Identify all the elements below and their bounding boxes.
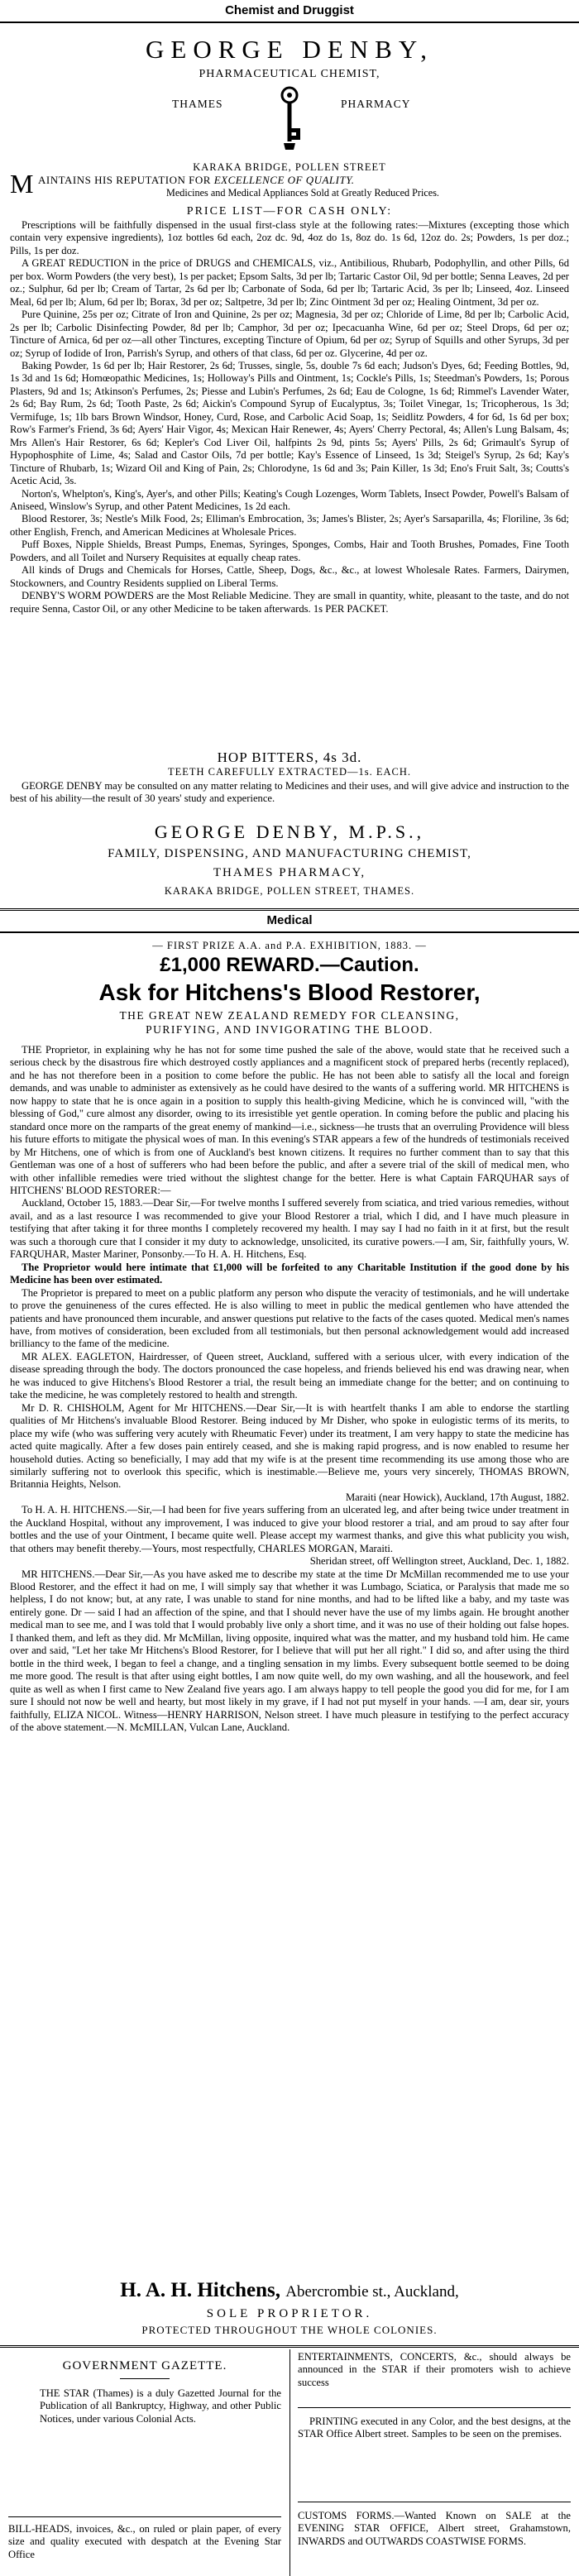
price-paragraph: DENBY'S WORM POWDERS are the Most Reliable Medicine. They are small in quantity, white, pleasant to the taste, and do not require Senna, Castor Oil, or any other Medicine to be taken afterwards. 1s PER PACKET. <box>10 590 569 615</box>
price-paragraph: Baking Powder, 1s 6d per lb; Hair Restorer, 2s 6d; Trusses, single, 5s, double 7s 6d each; Judson's Dyes, 6d; Feeding Bottles, 9d, 1s 3d and 1s 6d; Homœopathic Medicines, 1s; Holloway's Pills and Ointment, 1s; Cockle's Pills, 1s; Steedman's Powders, 1s; Porous Plasters, 9d and 1s; Atkinson's Perfumes, 2s; Piesse and Lubin's Perfumes, 2s 6d; Eau de Cologne, 1s 6d; Rimmel's Lavender Water, 2s 6d; Bay Rum, 2s 6d; Tooth Paste, 2s 6d; Aickin's Compound Syrup of Eucalyptus, 3s; Toilet Vinegar, 1s; Tricopherous, 1s 3d; Vermifuge, 1s; 1lb bars Brown Windsor, Honey, Curd, Rose, and Carbolic Acid Soap, 1s; Seidlitz Powders, 4 for 6d, 1s 6d per box; Row's Farmer's Friend, 3s 6d; Ayers' Hair Vigor, 4s; Mexican Hair Renewer, 4s; Ayers' Cherry Pectoral, 4s; Allen's Lung Balsam, 4s; Mrs Allen's Hair Restorer, 6s 6d; Kepler's Cod Liver Oil, halfpints 2s 9d, pints 5s; Ayers' Pills, 2s 6d; Grimault's Syrup of Hypophosphite of Lime, 4s; Salad and Castor Oils, 7d per bottle; Kay's Essence of Linseed, 1s 3d; Steigel's Syrup, 2s 6d; Kay's Tincture of Rhubarb, 1s; Wizard Oil and King of Pain, 2s; Chlorodyne, 1s 6d and 3s; Pain Killer, 1s 3d; Eno's Fruit Salt, 3s; Coutts's Acetic Acid, 3s. <box>10 359 569 487</box>
customs-text: CUSTOMS FORMS.—Wanted Known on SALE at the EVENING STAR OFFICE, Albert street, Grahamstown, INWARDS and OUTWARDS COASTWISE FORMS. <box>298 2510 571 2547</box>
hop-bitters: HOP BITTERS, 4s 3d. <box>217 749 362 765</box>
divider <box>298 2407 571 2408</box>
printing-notice <box>298 2416 571 2441</box>
divider <box>0 22 579 23</box>
denby-footer-line3: KARAKA BRIDGE, POLLEN STREET, THAMES. <box>164 885 415 897</box>
entertainments-notice <box>298 2351 571 2389</box>
denby-footer-name: GEORGE DENBY, M.P.S., <box>154 821 425 842</box>
divider <box>120 2378 170 2379</box>
billheads-text: BILL-HEADS, invoices, &c., on ruled or plain paper, of every size and quality executed with despatch at the Evening Star Office <box>8 2523 281 2560</box>
price-paragraph: A GREAT REDUCTION in the price of DRUGS and CHEMICALS, viz., Antibilious, Rhubarb, Podophyllin, and other Pills, 6d per box. Worm Powders (the very best), 1s per packet; Epsom Salts, 3d per lb; Tartaric Castor Oil, 9d per bottle; Senna Leaves, 2d per oz.; Sulphur, 6d per lb; Cream of Tartar, 2s 6d per lb; Carbonate of Soda, 6d per lb; Tartaric Acid, 3s per lb; Linseed, 4oz. Linseed Meal, 6d per lb; Alum, 6d per lb; Borax, 3d per oz; Saltpetre, 3d per lb; Zinc Ointment 3d per oz; Healing Ointment, 3d per oz. <box>10 257 569 308</box>
price-paragraph: All kinds of Drugs and Chemicals for Horses, Cattle, Sheep, Dogs, &c., &c., at lowest Wholesale Rates. Farmers, Dairymen, Stockowners, and Country Residents supplied on Liberal Terms. <box>10 564 569 589</box>
closing-paragraph: GEORGE DENBY may be consulted on any matter relating to Medicines and their uses, and will give advice and instruction to the best of his ability—the result of 30 years' study and experience. <box>10 780 569 805</box>
drop-cap-m: M <box>10 169 34 199</box>
divider <box>0 2345 579 2348</box>
hitchens-footer-address: Abercrombie st., Auckland, <box>285 2283 459 2301</box>
denby-footer-line2: THAMES PHARMACY, <box>213 866 366 879</box>
gazette-text: THE STAR (Thames) is a duly Gazetted Journal for the Publication of all Bankruptcy, Highway, and other Public Notices, under various Colonial Acts. <box>40 2387 281 2425</box>
entertainments-text: ENTERTAINMENTS, CONCERTS, &c., should always be announced in the STAR if their promoters wish to achieve success <box>298 2351 571 2388</box>
hitchens-paragraph: MR ALEX. EAGLETON, Hairdresser, of Queen street, Auckland, suffered with a serious ulcer, with every indication of the disease spreading through the body. The doctors pronounced the case hopeless, and friends believed his end was drawing near, when he was induced to give Hitchens's Blood Restorer a trial, the result being an immediate change for the better; and on continuing to take the medicine, he was completely restored to health and strength. <box>10 1350 569 1401</box>
maintains-line2: Medicines and Medical Appliances Sold at Greatly Reduced Prices. <box>166 187 439 199</box>
price-paragraph: Puff Boxes, Nipple Shields, Breast Pumps, Enemas, Syringes, Sponges, Combs, Hair and Tooth Brushes, Pomades, Fine Tooth Powders, and all Toilet and Nursery Requisites at equally cheap rates. <box>10 539 569 563</box>
hitchens-paragraph: To H. A. H. HITCHENS.—Sir,—I had been for five years suffering from an ulcerated leg, and after being twice under treatment in the Auckland Hospital, without any improvement, I was induced to give your blood restorer a trial, and am proud to say after four bottles and the use of your Ointment, I became quite well. Please accept my warmest thanks, and give this what publicity you wish, that others may benefit thereby.—Yours, most respectfully, CHARLES MORGAN, Maraiti. <box>10 1504 569 1554</box>
hitchens-paragraph: MR HITCHENS.—Dear Sir,—As you have asked me to describe my state at the time Dr McMillan recommended me to use your Blood Restorer, and the effect it had on me, I will simply say that whether it was Lumbago, Sciatica, or Paralysis that made me so helpless, I do not know; but, at any rate, I was unable to stand for nine months, and had to be lifted like a baby, and my taste was entirely gone. Dr — said I had an affection of the spine, and that I should never have the use of my limbs again. He brought another medical man to see me, and I was told that I would probably live only a short time, and it was no use of their holding out false hopes. I thanked them, and left as they did. Mr McMillan, living opposite, inquired what was the matter, and my husband told him. He came over and said, "Let her take Mr Hitchens's Blood Restorer, for I believe that will put her all right." I did so, and after using the third bottle in the third week, I began to feel a change, and a tingling sensation in my limbs. Every subsequent bottle seemed to be doing me more good. The result is that after using eight bottles, I am now quite well, do my own washing, and all the housework, and feel quite as well as when I first came to New Zealand five years ago. I am always happy to tell people the good you did for me, for I am sure I should not now be well and hearty, but most likely in my grave, if I had not put myself in your hands. —I am, dear sir, yours faithfully, ELIZA NICOL. Witness—HENRY HARRISON, Nelson street. I have much pleasure in testifying to the perfect accuracy of the above statement.—N. McMILLAN, Vulcan Lane, Auckland. <box>10 1568 569 1734</box>
divider <box>8 2516 281 2517</box>
hitchens-paragraph: The Proprietor is prepared to meet on a public platform any person who dispute the veracity of testimonials, and he will undertake to prove the genuineness of the cures effected. He is also willing to meet in public the medical gentlemen who have attended the patients and have pronounced them incurable, and answer questions put relative to the facts of the cases quoted. Medical men's names have, from motives of consideration, been excluded from all testimonials, but then personal acknowledgement would add increased brilliancy to the fame of the medicine. <box>10 1286 569 1350</box>
thames-label: THAMES <box>172 98 223 110</box>
reward-line: £1,000 REWARD.—Caution. <box>160 954 419 976</box>
customs-notice <box>298 2510 571 2548</box>
printing-text: PRINTING executed in any Color, and the best designs, at the STAR Office Albert street. Samples to be seen on the premises. <box>298 2416 571 2440</box>
hitchens-footer-line <box>0 2279 579 2302</box>
price-paragraph: Pure Quinine, 25s per oz; Citrate of Iron and Quinine, 2s per oz; Magnesia, 3d per oz; Chloride of Lime, 8d per lb; Carbolic Acid, 2s per lb; Carbolic Disinfecting Powder, 8d per lb; Camphor, 3d per oz; Ipecacuanha Wine, 6d per oz; Steel Drops, 6d per oz; Tincture of Arnica, 6d per oz—all other Tinctures, excepting Tincture of Opium, 6d per oz; Syrup of Squills and other Syrups, 3d per oz; Syrup of Iodide of Iron, Parrish's Syrup, and others of that class, 6d per oz. Glycerine, 4d per oz. <box>10 309 569 359</box>
hitchens-dateline: Sheridan street, off Wellington street, Auckland, Dec. 1, 1882. <box>309 1555 569 1568</box>
hitchens-footer-name: H. A. H. Hitchens, <box>120 2279 281 2301</box>
key-icon <box>273 85 306 153</box>
denby-price-list <box>10 219 569 615</box>
advertiser-name: GEORGE DENBY, <box>146 35 433 64</box>
denby-footer-line1: FAMILY, DISPENSING, AND MANUFACTURING CHEMIST, <box>108 847 471 860</box>
hitchens-subhead2: PURIFYING, AND INVIGORATING THE BLOOD. <box>146 1023 433 1036</box>
gazette-notice <box>8 2359 281 2425</box>
price-paragraph: Prescriptions will be faithfully dispensed in the usual first-class style at the following rates:—Mixtures (excepting those which contain very expensive ingredients), 1oz bottles 6d each, 2oz dc. 9d, 4oz do 1s, 8oz do. 1s 6d, 12oz do. 2s; Powders, 1s per doz.; Pills, 1s per doz. <box>10 219 569 256</box>
teeth-extracted: TEETH CAREFULLY EXTRACTED—1s. EACH. <box>167 766 412 778</box>
section-header-chemist: Chemist and Druggist <box>225 3 354 17</box>
maintains-text: AINTAINS HIS REPUTATION FOR <box>38 174 214 186</box>
hitchens-paragraph: Auckland, October 15, 1883.—Dear Sir,—For twelve months I suffered severely from sciatica, and tried various remedies, without avail, and as a last resource I was recommended to give your Blood Restorer a trial, which I did, and I have much pleasure in testifying that after taking it for three months I completely recovered my health. I may say I had no faith in it at first, but the result was such a thorough cure that I consider it my duty to acknowledge, unsolicited, its curative powers.—I am, Sir, faithfully yours, W. FARQUHAR, Master Mariner, Ponsonby.—To H. A. H. Hitchens, Esq. <box>10 1197 569 1261</box>
advertiser-subtitle: PHARMACEUTICAL CHEMIST, <box>199 68 380 80</box>
divider <box>0 908 579 911</box>
maintains-italic: EXCELLENCE OF QUALITY. <box>213 174 355 186</box>
gazette-title: GOVERNMENT GAZETTE. <box>62 2359 227 2373</box>
hitchens-subhead1: THE GREAT NEW ZEALAND REMEDY FOR CLEANSING, <box>119 1009 460 1022</box>
hitchens-paragraph: The Proprietor would here intimate that £1,000 will be forfeited to any Charitable Institution if the good done by his Medicine has been over estimated. <box>10 1261 569 1286</box>
pharmacy-label: PHARMACY <box>341 98 411 110</box>
billheads-notice <box>8 2523 281 2561</box>
price-list-title: PRICE LIST—FOR CASH ONLY: <box>186 205 393 218</box>
price-paragraph: Norton's, Whelpton's, King's, Ayer's, and other Pills; Keating's Cough Lozenges, Worm Tablets, Insect Powder, Powell's Balsam of Aniseed, Winslow's Syrup, and other Patent Medicines, 1s 2d each. <box>10 487 569 512</box>
exhibition-line: — FIRST PRIZE A.A. and P.A. EXHIBITION, 1883. — <box>152 940 427 951</box>
hitchens-body <box>10 1044 569 1734</box>
denby-address: KARAKA BRIDGE, POLLEN STREET <box>193 161 386 173</box>
hitchens-dateline: Maraiti (near Howick), Auckland, 17th August, 1882. <box>345 1491 569 1503</box>
hitchens-paragraph: THE Proprietor, in explaining why he has not for some time pushed the sale of the above, would state that he received such a serious check by the disastrous fire which destroyed costly appliances and a magnificent stock of prepared herbs (recently replaced), and he has not therefore been in a position to come before the public. He has not been able to satisfy all the local and foreign demands, and was unable to administer as extensively as he could have desired to the wants of a suffering world. MR HITCHENS is now happy to state that he is once again in a position to supply this health-giving Medicine, which he is convinced will, "with the blessing of God," cure almost any disorder, owing to its irresistible yet gentle operation. In coming before the public and placing his standard once more on the ramparts of the great enemy of mankind—i.e., sickness—he trusts that an overruling Providence will bless his future efforts to mitigate the physical woes of man. In this evening's STAR appears a few of the hundreds of testimonials received by Mr Hitchens, one of which is from one of Auckland's best known citizens. It requires no further comment than to say that this Gentleman was one of a host of sufferers who had been before the public, and after a severe trial of the skill of medical men, who with other infallible remedies were tried without the slightest change for the better. Here is what Captain FARQUHAR says of HITCHENS' BLOOD RESTORER:— <box>10 1044 569 1196</box>
maintains-line <box>38 174 567 187</box>
hitchens-protected: PROTECTED THROUGHOUT THE WHOLE COLONIES. <box>141 2324 438 2336</box>
hitchens-sole-proprietor: SOLE PROPRIETOR. <box>206 2307 373 2320</box>
denby-closing <box>10 780 569 806</box>
hitchens-paragraph: Mr D. R. CHISHOLM, Agent for Mr HITCHENS.—Dear Sir,—It is with heartfelt thanks I am able to endorse the startling qualities of Mr Hitchens's invaluable Blood Restorer. Being induced by Mr Disher, who spoke in eulogistic terms of its merits, to place my wife (who was suffering very acutely with Rheumatic Fever) under its treatment, I am very happy to state the medicine has acted quite magically. After a few doses pain entirely ceased, and she is making rapid progress, and is now enabled to resume her household duties. Acting so beneficially, I may add that my wife is at the present time recommending its use among those who are similarly suffering not to overlook this specific, which is inestimable.—Believe me, yours very sincerely, THOMAS BROWN, Britannia Heights, Nelson. <box>10 1401 569 1491</box>
hitchens-headline: Ask for Hitchens's Blood Restorer, <box>98 979 481 1005</box>
section-header-medical: Medical <box>266 913 313 927</box>
divider <box>0 931 579 933</box>
price-paragraph: Blood Restorer, 3s; Nestle's Milk Food, 2s; Elliman's Embrocation, 3s; James's Blister, 2s; Ayer's Sarsaparilla, 4s; Floriline, 3s 6d; other English, French, and American Medicines at Wholesale Prices. <box>10 513 569 538</box>
